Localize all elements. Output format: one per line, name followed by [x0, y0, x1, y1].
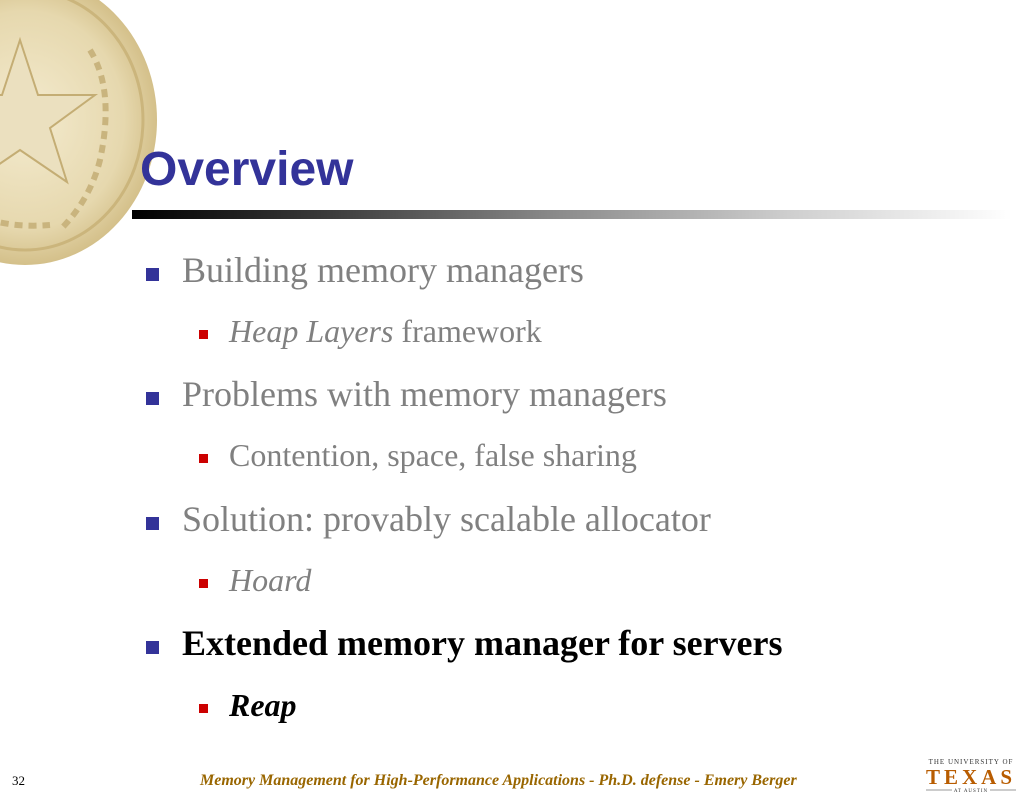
- footer-text: Memory Management for High-Performance Applications - Ph.D. defense - Emery Berger: [200, 772, 797, 789]
- sub-bullet-heap-layers: [229, 311, 542, 351]
- bullet-solution: Solution: provably scalable allocator: [182, 499, 711, 539]
- sub-bullet-hoard: Hoard: [229, 562, 312, 598]
- heap-layers-rest: framework: [393, 313, 542, 349]
- bullet-building-memory-managers: Building memory managers: [182, 250, 584, 290]
- slide-title: Overview: [140, 143, 354, 196]
- bullet-problems: Problems with memory managers: [182, 374, 667, 414]
- logo-line3: AT AUSTIN: [953, 789, 989, 794]
- sub-bullet-contention: Contention, space, false sharing: [229, 437, 637, 473]
- texas-seal-watermark-icon: [0, 0, 160, 270]
- slide-number: 32: [12, 773, 25, 788]
- sub-bullet-reap: Reap: [229, 687, 297, 723]
- title-divider: [132, 210, 1012, 219]
- heap-layers-term: Heap Layers: [229, 313, 394, 349]
- ut-austin-logo: [924, 756, 1018, 794]
- logo-line1: THE UNIVERSITY OF: [928, 758, 1014, 766]
- bullet-extended-memory-manager: Extended memory manager for servers: [182, 623, 783, 663]
- logo-line2: TEXAS: [925, 765, 1017, 789]
